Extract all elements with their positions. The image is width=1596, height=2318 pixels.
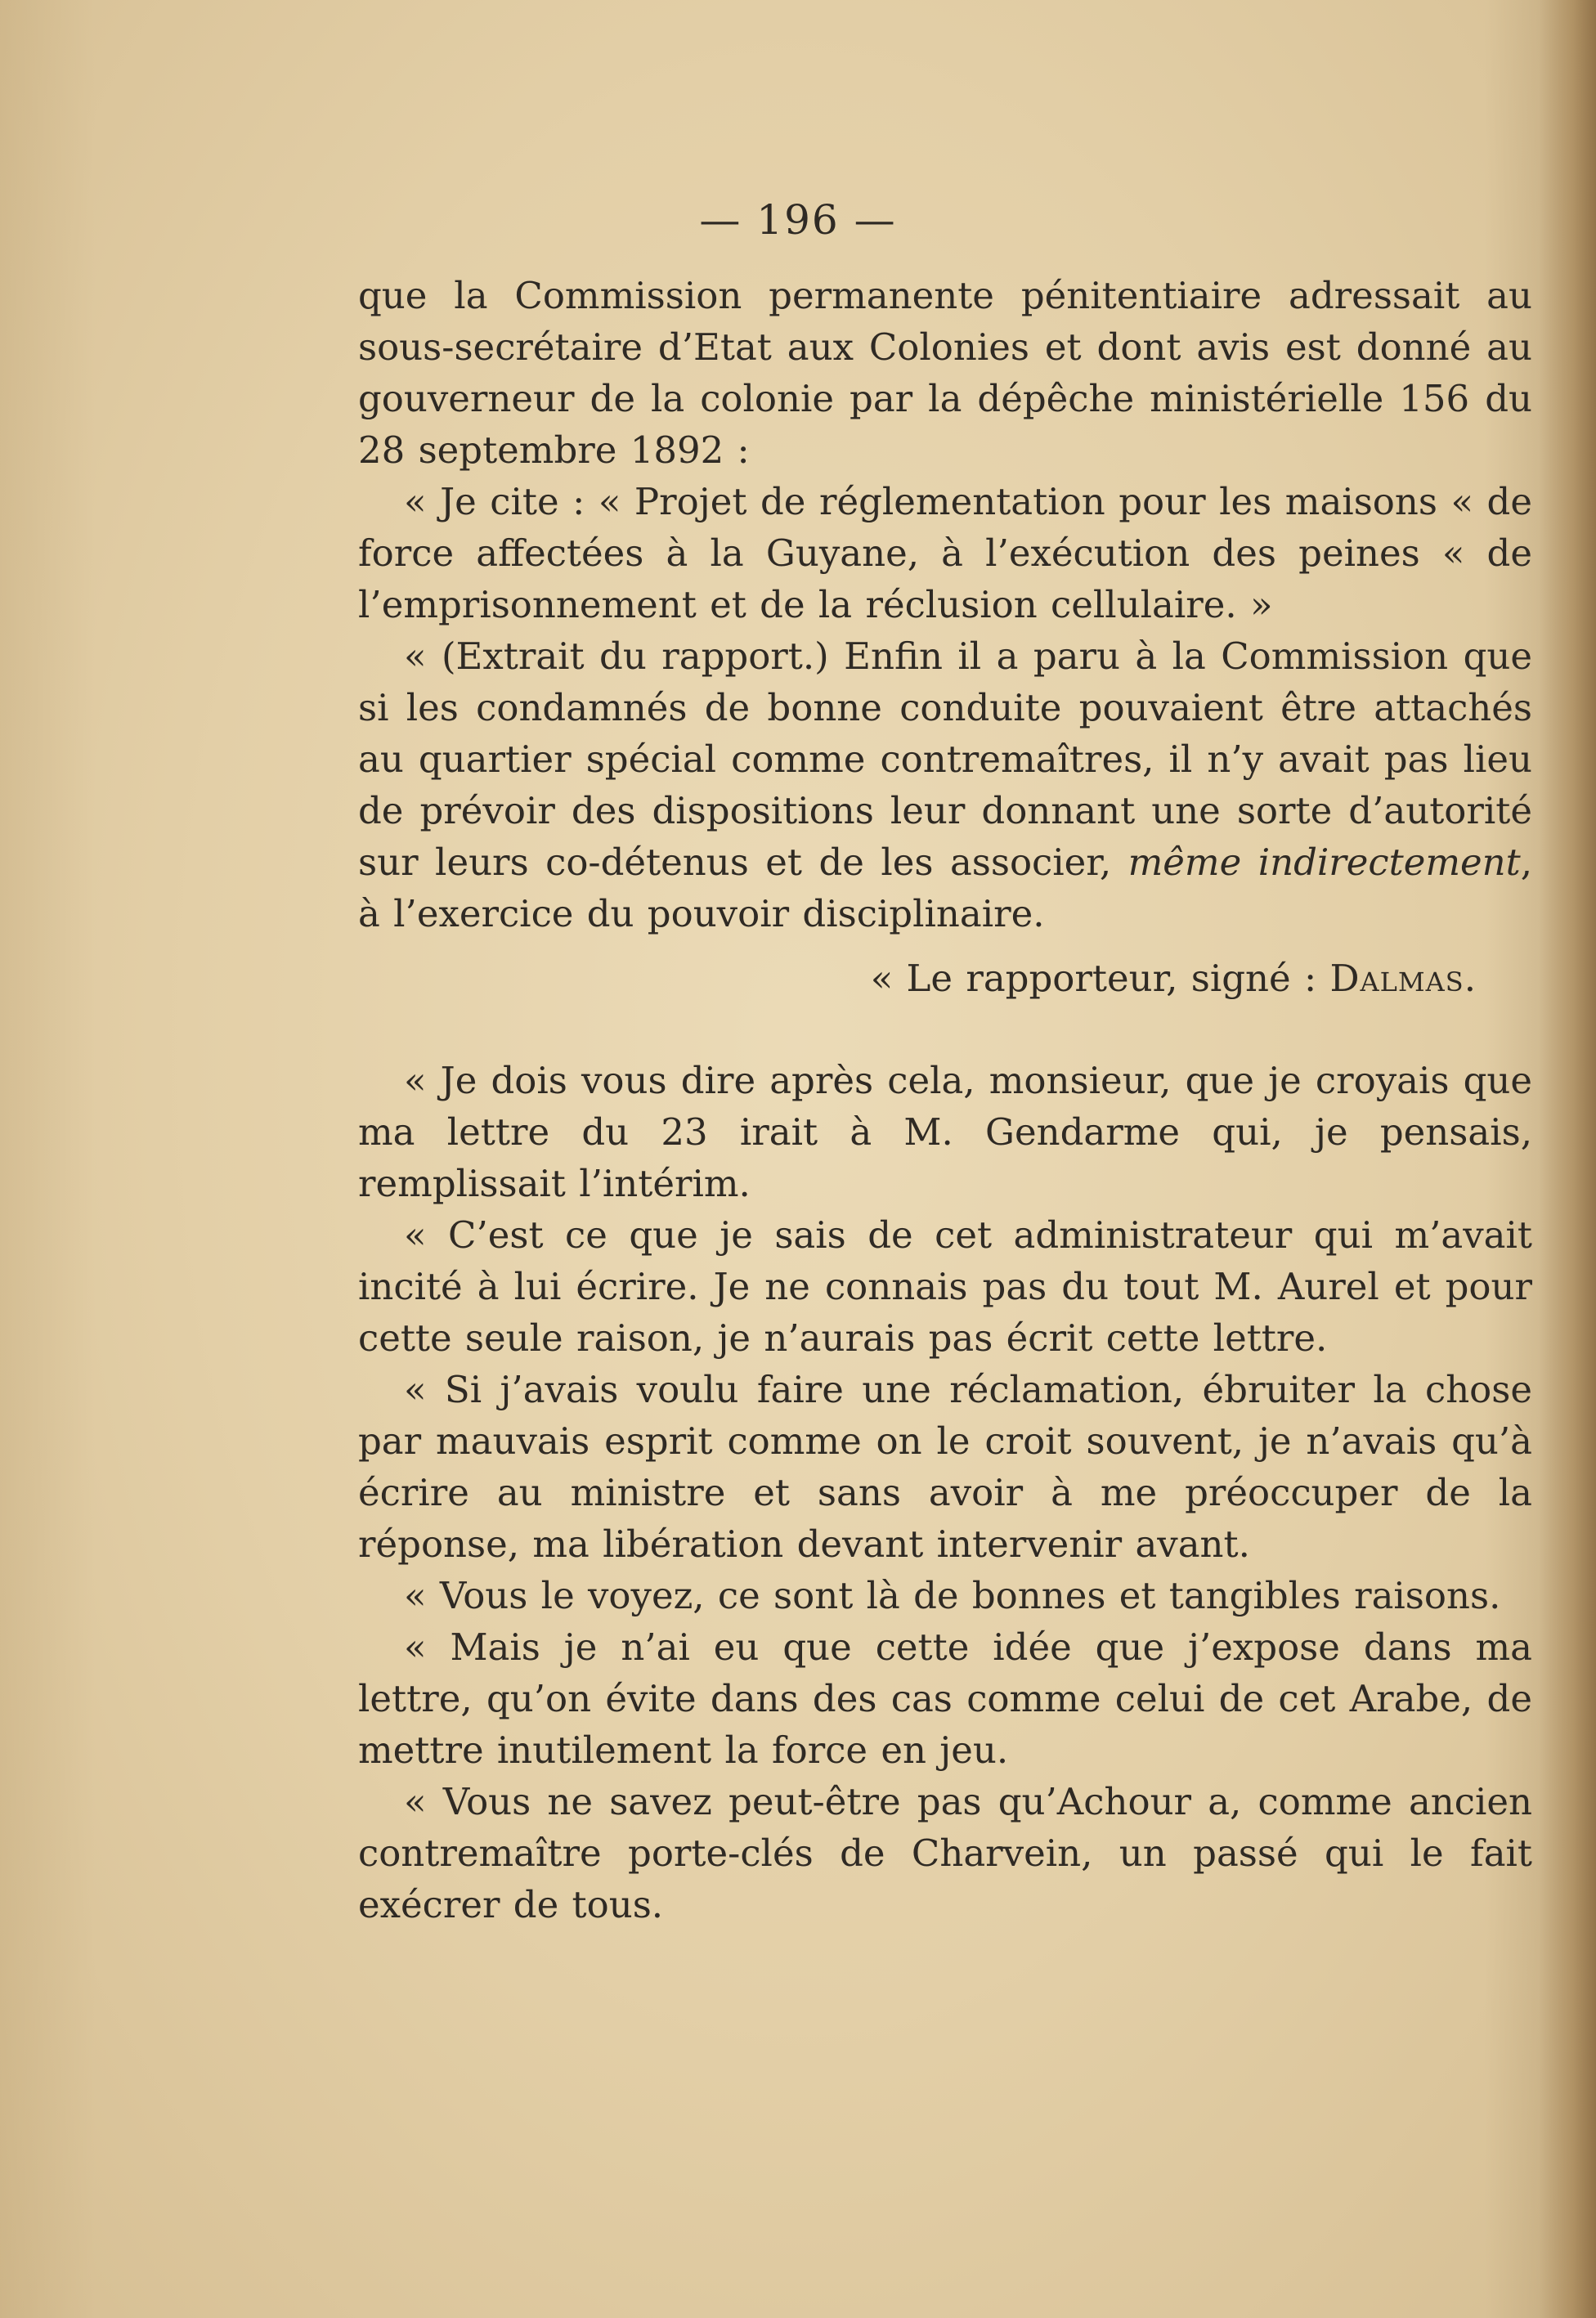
paragraph: « Vous ne savez peut-être pas qu’Achour a, comme ancien contremaître porte-clés de Charvein, un passé qui le fait exécrer de tous. [358, 1780, 1532, 1926]
signature-line [358, 953, 1532, 1004]
body-text [358, 270, 1532, 1930]
report-extract-end: , à l’exercice du pouvoir disciplinaire. [358, 841, 1533, 935]
paragraph-quote-citation: « Je cite : « Projet de réglementation pour les maisons « de force affectées à la Guyane, à l’exécution des peines « de l’emprisonnement et de la réclusion cellulaire. » [358, 480, 1532, 626]
signature-name: Dalmas. [1329, 957, 1477, 1000]
paragraph: « C’est ce que je sais de cet administrateur qui m’avait incité à lui écrire. Je ne connais pas du tout M. Aurel et pour cette seule raison, je n’aurais pas écrit cette lettre. [358, 1213, 1532, 1360]
paragraph-report-extract [358, 630, 1532, 939]
paragraph: « Mais je n’ai eu que cette idée que j’expose dans ma lettre, qu’on évite dans des cas comme celui de cet Arabe, de mettre inutilement la force en jeu. [358, 1625, 1532, 1772]
paragraph: « Je dois vous dire après cela, monsieur, que je croyais que ma lettre du 23 irait à M. Gendarme qui, je pensais, remplissait l’intérim. [358, 1059, 1532, 1205]
paragraph: « Vous le voyez, ce sont là de bonnes et tangibles raisons. [404, 1574, 1501, 1617]
paragraph: « Si j’avais voulu faire une réclamation, ébruiter la chose par mauvais esprit comme on le croit souvent, je n’avais qu’à écrire au ministre et sans avoir à me préoccuper de la réponse, ma libération devant intervenir avant. [358, 1368, 1532, 1566]
paragraph-continuation: que la Commission permanente pénitentiaire adressait au sous-secrétaire d’Etat aux Colonies et dont avis est donné au gouverneur de la colonie par la dépêche ministérielle 156 du 28 septembre 1892 : [358, 274, 1532, 472]
report-extract-emphasis: même indirectement [1128, 841, 1521, 884]
page-number: — 196 — [699, 196, 897, 244]
page-edge-shadow [1539, 0, 1596, 2318]
signature-prefix: « Le rapporteur, signé : [870, 957, 1330, 1000]
report-extract-text: « (Extrait du rapport.) Enfin il a paru à la Commission que si les condamnés de bonne conduite pouvaient être attachés au quartier spécial comme contremaîtres, il n’y avait pas lieu de prévoir des dispositions leur donnant une sorte d’autorité sur leurs co-détenus et de les associer, [358, 634, 1532, 884]
